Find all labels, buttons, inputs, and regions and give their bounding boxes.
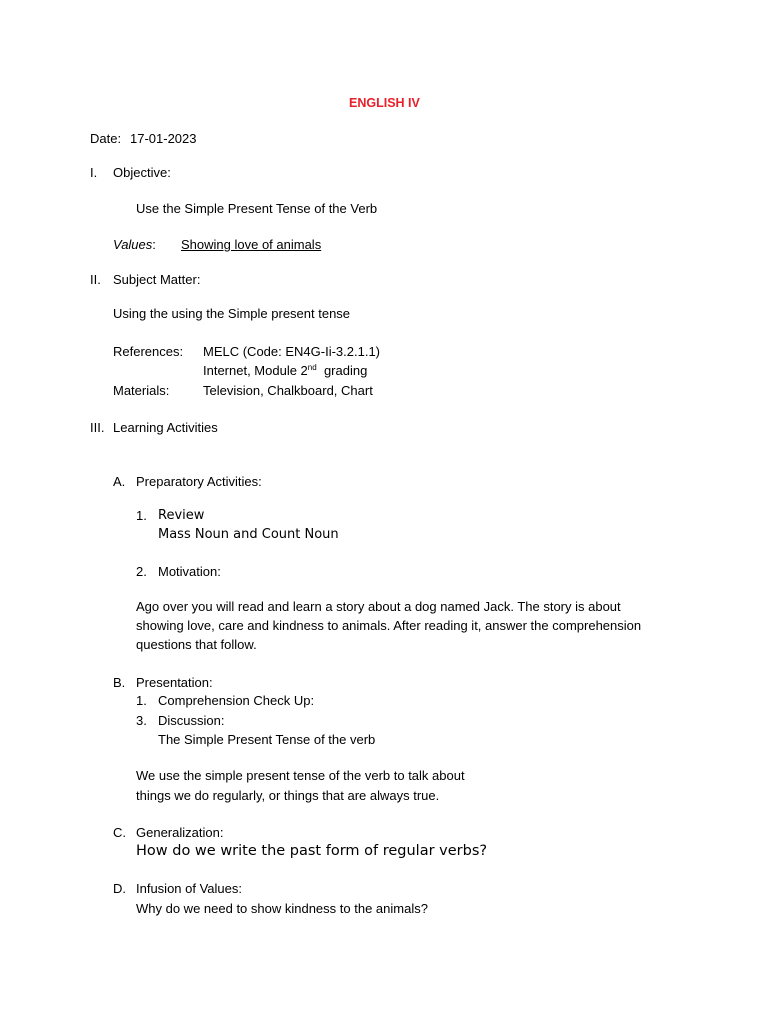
objective-text <box>136 201 377 217</box>
references-label: References: <box>113 344 184 359</box>
item-number-discussion: 3. <box>136 713 147 728</box>
subject-heading: Subject Matter: <box>113 272 201 287</box>
motivation-line: showing love, care and kindness to animals. After reading it, answer the comprehension <box>136 618 642 633</box>
objective-text-content: Use the Simple Present Tense of the Verb <box>136 201 378 216</box>
reference-superscript: nd <box>307 363 317 372</box>
review-label: Review <box>158 508 205 523</box>
values-label-colon: : <box>152 237 156 252</box>
date-value: 17-01-2023 <box>130 131 197 146</box>
discussion-label: Discussion: <box>158 713 225 728</box>
presentation-heading: Presentation: <box>136 675 213 690</box>
discussion-line: We use the simple present tense of the verb to talk about <box>136 768 465 783</box>
discussion-line: things we do regularly, or things that are always true. <box>136 788 440 803</box>
motivation-line: questions that follow. <box>136 637 257 652</box>
values-text: Showing love of animals <box>181 237 322 252</box>
preparatory-heading: Preparatory Activities: <box>136 474 262 489</box>
materials-label: Materials: <box>113 383 170 398</box>
learning-heading: Learning Activities <box>113 420 218 435</box>
item-number-review: 1. <box>136 508 147 523</box>
objective-heading: Objective: <box>113 165 171 180</box>
motivation-label: Motivation: <box>158 564 221 579</box>
item-number-comprehension: 1. <box>136 693 147 708</box>
section-number-subject: II. <box>90 272 101 287</box>
subsection-letter-a: A. <box>113 474 126 489</box>
subsection-letter-b: B. <box>113 675 126 690</box>
motivation-line: Ago over you will read and learn a story about a dog named Jack. The story is about <box>136 599 621 614</box>
comprehension-label: Comprehension Check Up: <box>158 693 315 708</box>
reference-melc: MELC (Code: EN4G-Ii-3.2.1.1) <box>203 344 381 359</box>
generalization-question: How do we write the past form of regular verbs? <box>136 843 488 859</box>
discussion-topic: The Simple Present Tense of the verb <box>158 732 376 747</box>
date-label: Date: <box>90 131 122 146</box>
infusion-question: Why do we need to show kindness to the animals? <box>136 901 428 916</box>
section-number-objective: I. <box>90 165 98 180</box>
subsection-letter-c: C. <box>113 825 126 840</box>
subsection-letter-d: D. <box>113 881 126 896</box>
review-topic: Mass Noun and Count Noun <box>158 527 339 542</box>
document-title: ENGLISH IV <box>349 96 420 110</box>
values-label-text: Values <box>113 237 153 252</box>
values-label <box>113 237 156 253</box>
materials-text: Television, Chalkboard, Chart <box>203 383 373 398</box>
subject-text: Using the using the Simple present tense <box>113 306 351 321</box>
item-number-motivation: 2. <box>136 564 147 579</box>
reference-internet <box>203 363 367 379</box>
reference-internet-text: Internet, Module 2 <box>203 363 308 378</box>
reference-grading: grading <box>323 363 368 378</box>
generalization-heading: Generalization: <box>136 825 224 840</box>
section-number-learning: III. <box>90 420 105 435</box>
infusion-heading: Infusion of Values: <box>136 881 242 896</box>
